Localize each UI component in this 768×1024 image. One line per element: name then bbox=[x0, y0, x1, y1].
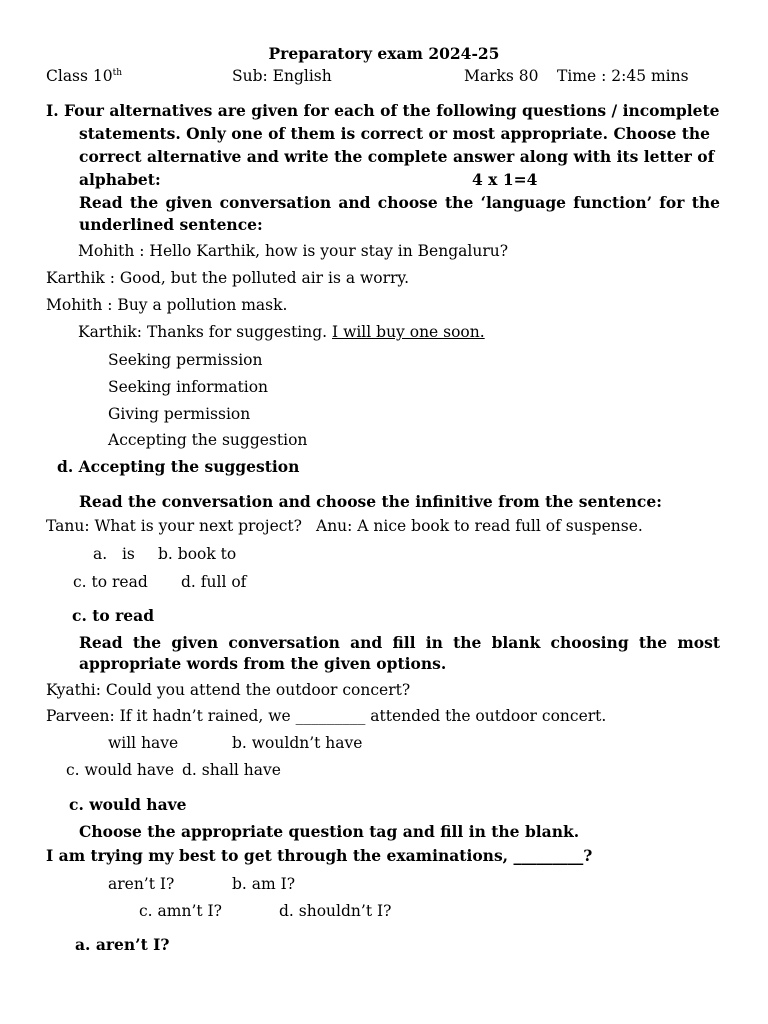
q2-option-d: d. full of bbox=[181, 573, 247, 591]
q1-underlined-sentence: I will buy one soon. bbox=[332, 323, 485, 341]
q3-prompt-line2: appropriate words from the given options. bbox=[79, 654, 447, 673]
q3-option-b: b. wouldn’t have bbox=[232, 734, 363, 752]
q1-option-1: Seeking permission bbox=[108, 351, 263, 369]
q3-option-a: will have bbox=[108, 734, 179, 752]
q3-prompt-line1: Read the given conversation and fill in the blank choosing the most bbox=[79, 633, 720, 652]
q1-option-4: Accepting the suggestion bbox=[108, 431, 308, 449]
q2-option-c: c. to read bbox=[73, 573, 148, 591]
q4-option-c: c. amn’t I? bbox=[139, 902, 222, 920]
class-superscript: th bbox=[112, 67, 123, 78]
q3-option-d: d. shall have bbox=[182, 761, 281, 779]
section-instruction-line4: alphabet: bbox=[79, 170, 161, 189]
q2-dialogue-tanu: Tanu: What is your next project? bbox=[46, 517, 302, 535]
section-instruction-line1: Four alternatives are given for each of the following questions / incomplete bbox=[64, 101, 720, 120]
q2-answer: c. to read bbox=[72, 606, 155, 625]
q2-option-a: a. is bbox=[93, 545, 135, 563]
q2-option-b: b. book to bbox=[158, 545, 237, 563]
time-label: Time : 2:45 mins bbox=[557, 67, 689, 85]
q1-dialogue-4 bbox=[78, 322, 485, 342]
class-text: Class 10 bbox=[46, 67, 113, 85]
q3-answer: c. would have bbox=[69, 795, 187, 814]
class-label bbox=[46, 66, 122, 86]
q1-answer: d. Accepting the suggestion bbox=[57, 457, 300, 476]
section-instruction-line3: correct alternative and write the complete answer along with its letter of bbox=[79, 147, 715, 166]
q4-sentence: I am trying my best to get through the examinations, _________? bbox=[46, 846, 593, 865]
q3-dialogue-parveen: Parveen: If it hadn’t rained, we _________ attended the outdoor concert. bbox=[46, 707, 607, 725]
section-marks: 4 x 1=4 bbox=[472, 170, 538, 189]
q2-dialogue-anu: Anu: A nice book to read full of suspense. bbox=[316, 517, 643, 535]
q4-answer: a. aren’t I? bbox=[75, 935, 170, 954]
q1-dialogue-3: Mohith : Buy a pollution mask. bbox=[46, 296, 288, 314]
q1-dialogue-2: Karthik : Good, but the polluted air is a worry. bbox=[46, 269, 410, 287]
q1-option-2: Seeking information bbox=[108, 378, 269, 396]
subject-label: Sub: English bbox=[232, 67, 332, 85]
section-instruction-line2: statements. Only one of them is correct or most appropriate. Choose the bbox=[79, 124, 711, 143]
q1-option-3: Giving permission bbox=[108, 405, 251, 423]
marks-label: Marks 80 bbox=[464, 67, 539, 85]
q1-dialogue-4-text: Karthik: Thanks for suggesting. bbox=[78, 323, 333, 341]
section-number: I. bbox=[46, 101, 59, 120]
q3-option-c: c. would have bbox=[66, 761, 175, 779]
q4-option-a: aren’t I? bbox=[108, 875, 175, 893]
q1-prompt-line2: underlined sentence: bbox=[79, 215, 263, 234]
exam-title: Preparatory exam 2024-25 bbox=[268, 44, 500, 63]
q4-option-d: d. shouldn’t I? bbox=[279, 902, 392, 920]
q2-prompt: Read the conversation and choose the infinitive from the sentence: bbox=[79, 492, 662, 511]
q4-prompt: Choose the appropriate question tag and fill in the blank. bbox=[79, 822, 580, 841]
q1-dialogue-1: Mohith : Hello Karthik, how is your stay in Bengaluru? bbox=[78, 242, 509, 260]
q1-prompt-line1: Read the given conversation and choose the ‘language function’ for the bbox=[79, 193, 720, 212]
q3-dialogue-kyathi: Kyathi: Could you attend the outdoor concert? bbox=[46, 681, 411, 699]
q4-option-b: b. am I? bbox=[232, 875, 296, 893]
